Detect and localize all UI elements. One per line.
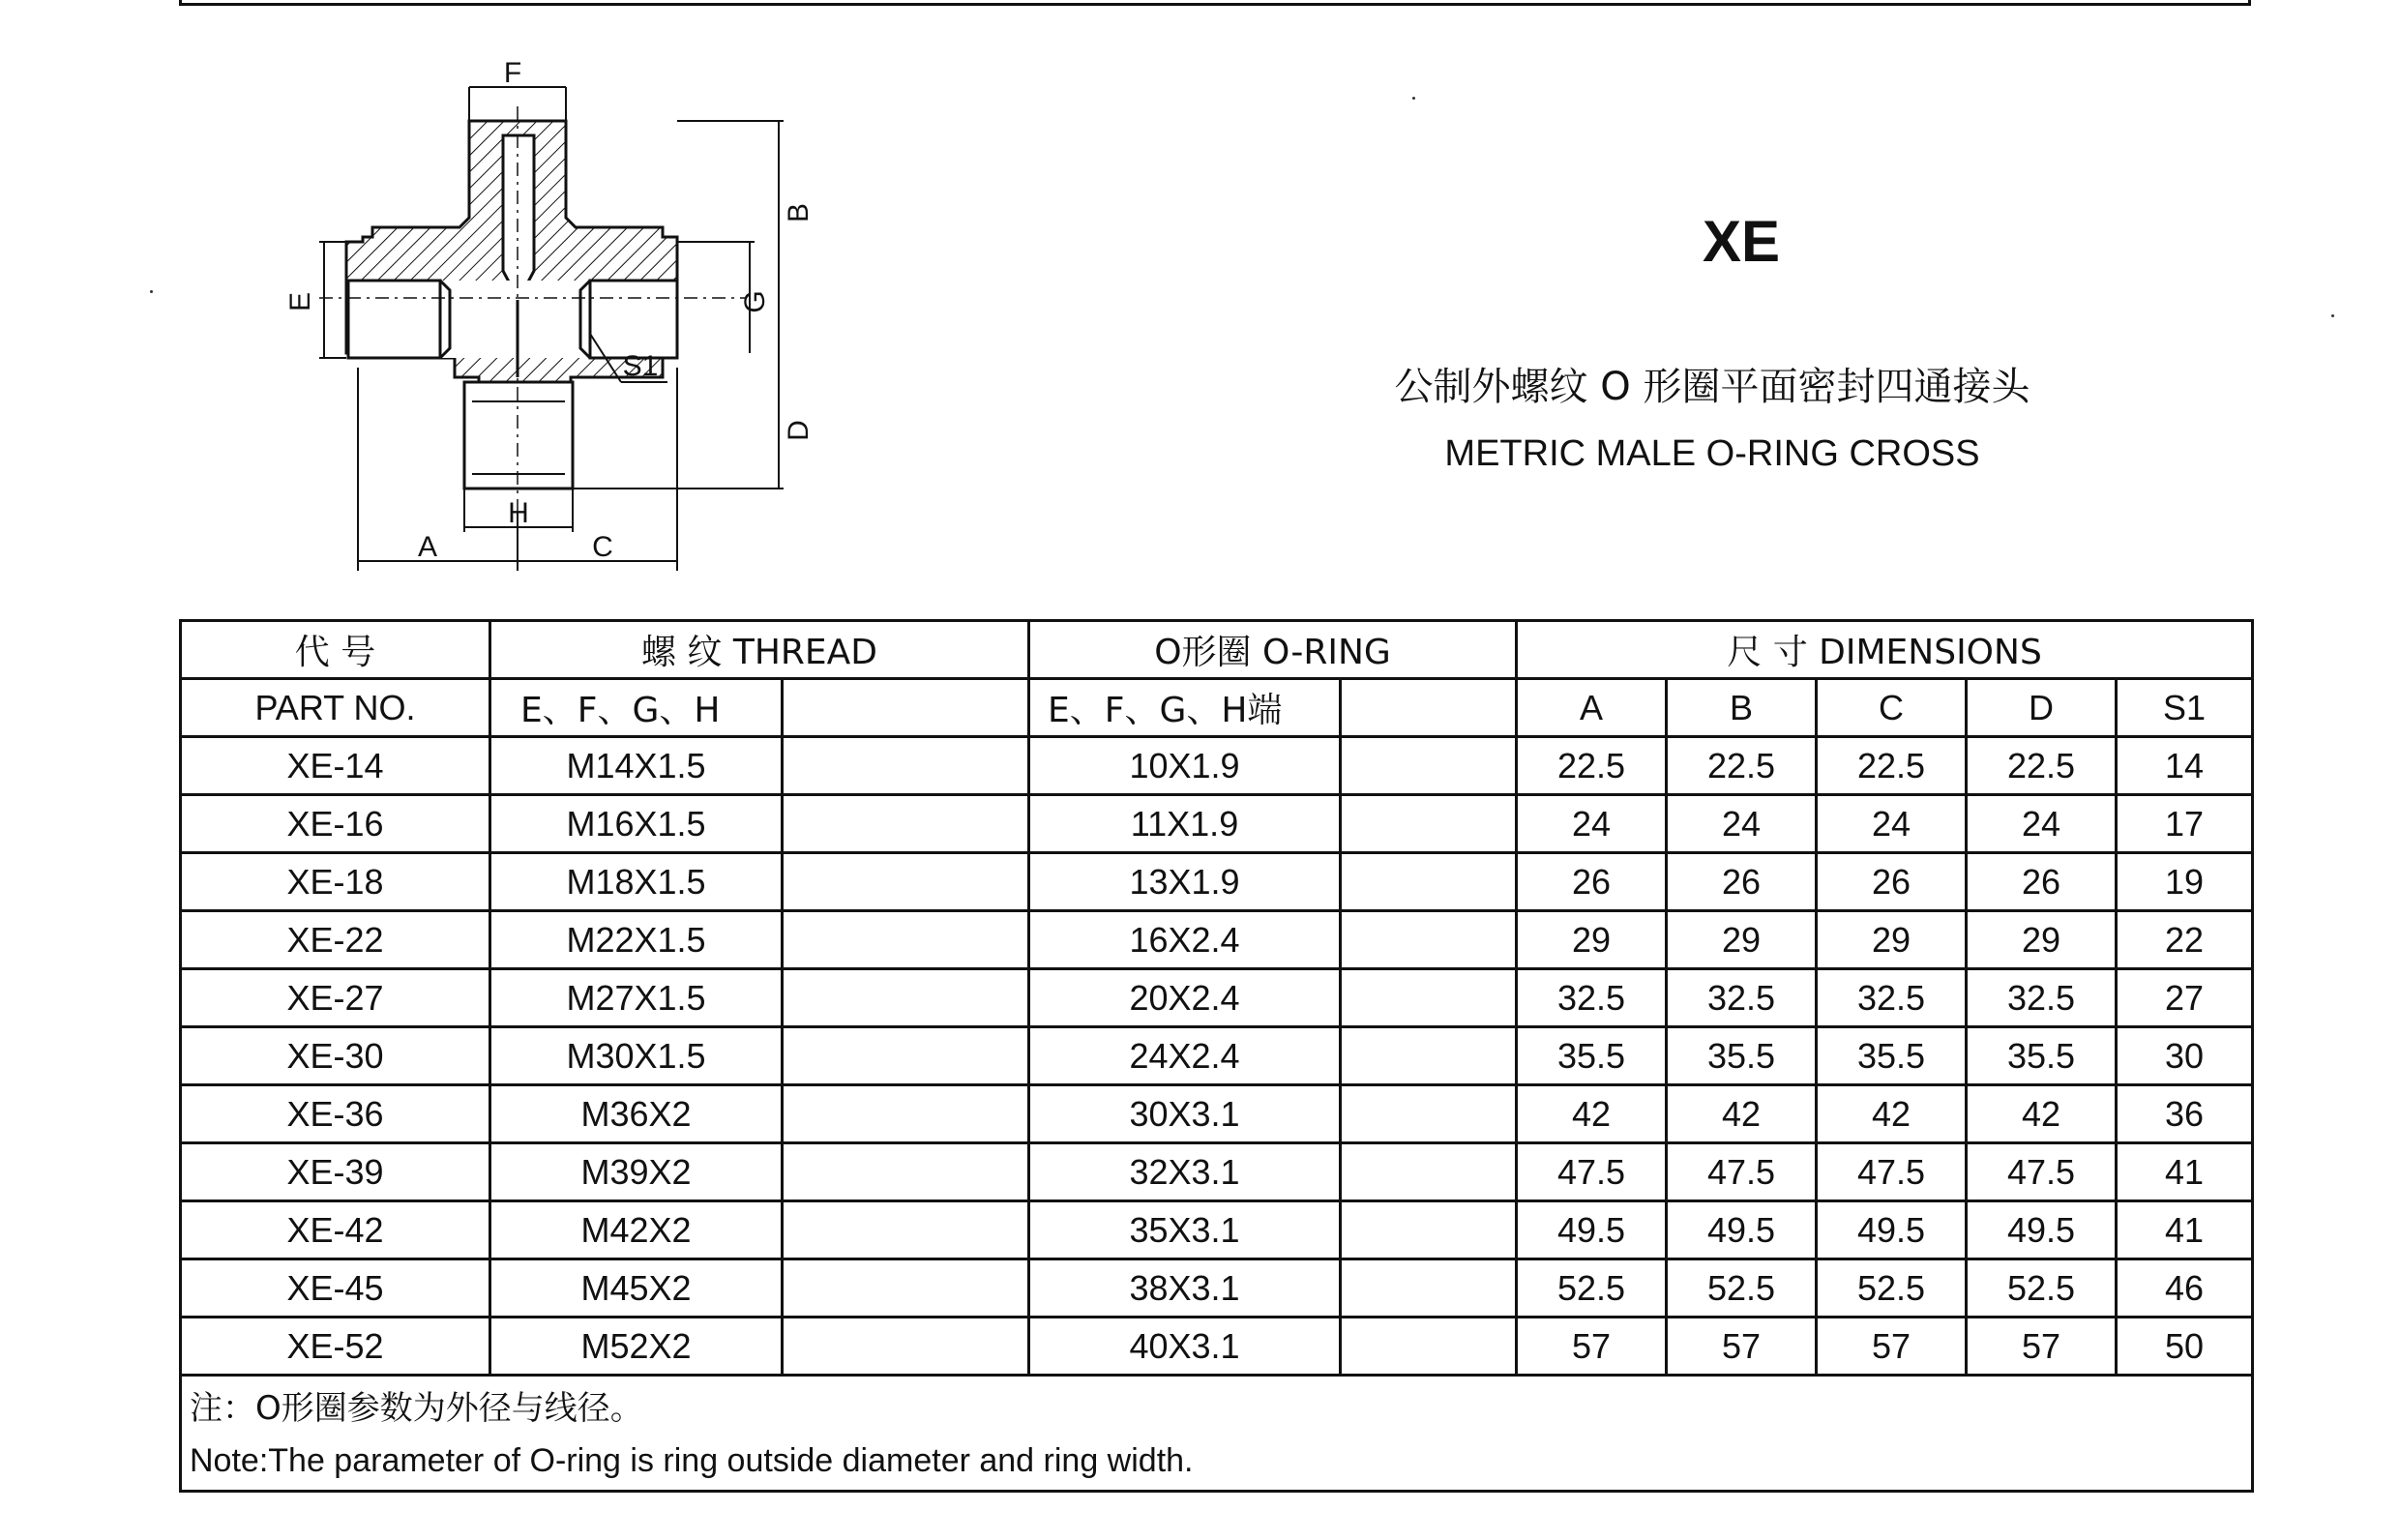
table-row (181, 1027, 2253, 1085)
dim-d-cell: 22.5 (1967, 737, 2117, 795)
note-row-en (181, 1434, 2253, 1492)
dim-c-cell: 47.5 (1817, 1143, 1967, 1201)
part-cell: XE-36 (181, 1085, 490, 1143)
oring-blank (1341, 853, 1517, 911)
s1-cell: 30 (2117, 1027, 2253, 1085)
dim-a-cell: 26 (1517, 853, 1667, 911)
dim-b-cell: 57 (1667, 1318, 1817, 1376)
s1-cell: 27 (2117, 969, 2253, 1027)
header-thread-sub: E、F、G、H (490, 679, 783, 737)
header-thread: 螺 纹 THREAD (490, 621, 1029, 679)
thread-blank (783, 1318, 1029, 1376)
part-cell: XE-42 (181, 1201, 490, 1259)
thread-cell: M42X2 (490, 1201, 783, 1259)
dim-b-cell: 26 (1667, 853, 1817, 911)
label-d: D (783, 420, 815, 441)
dim-d-cell: 26 (1967, 853, 2117, 911)
thread-blank (783, 969, 1029, 1027)
thread-blank (783, 1143, 1029, 1201)
label-c: C (592, 531, 613, 563)
label-f: F (503, 57, 522, 89)
header-row-1 (181, 621, 2253, 679)
dim-a-cell: 24 (1517, 795, 1667, 853)
oring-blank (1341, 969, 1517, 1027)
dim-b-cell: 35.5 (1667, 1027, 1817, 1085)
header-oring-sub: E、F、G、H端 (1029, 679, 1341, 737)
dim-a-cell: 42 (1517, 1085, 1667, 1143)
oring-cell: 20X2.4 (1029, 969, 1341, 1027)
thread-cell: M45X2 (490, 1259, 783, 1318)
s1-cell: 41 (2117, 1201, 2253, 1259)
part-cell: XE-30 (181, 1027, 490, 1085)
thread-blank (783, 853, 1029, 911)
thread-cell: M18X1.5 (490, 853, 783, 911)
thread-blank (783, 1027, 1029, 1085)
dim-d-cell: 49.5 (1967, 1201, 2117, 1259)
dim-b-cell: 47.5 (1667, 1143, 1817, 1201)
dim-c-cell: 29 (1817, 911, 1967, 969)
s1-cell: 46 (2117, 1259, 2253, 1318)
table-row (181, 1201, 2253, 1259)
dim-d-cell: 42 (1967, 1085, 2117, 1143)
note-english: Note:The parameter of O-ring is ring outside diameter and ring width. (181, 1434, 2253, 1492)
table-row (181, 737, 2253, 795)
header-oring: O形圈 O-RING (1029, 621, 1517, 679)
oring-blank (1341, 737, 1517, 795)
thread-cell: M39X2 (490, 1143, 783, 1201)
dim-a-cell: 47.5 (1517, 1143, 1667, 1201)
table-row (181, 911, 2253, 969)
s1-cell: 41 (2117, 1143, 2253, 1201)
part-cell: XE-22 (181, 911, 490, 969)
title-english: METRIC MALE O-RING CROSS (1444, 433, 1980, 474)
thread-blank (783, 737, 1029, 795)
header-thread-blank (783, 679, 1029, 737)
dim-b-cell: 29 (1667, 911, 1817, 969)
table-row (181, 1143, 2253, 1201)
scan-speck (2331, 314, 2334, 317)
dim-c-cell: 52.5 (1817, 1259, 1967, 1318)
dim-d-cell: 47.5 (1967, 1143, 2117, 1201)
table-row (181, 1318, 2253, 1376)
scan-speck (150, 290, 153, 293)
oring-blank (1341, 1027, 1517, 1085)
oring-cell: 24X2.4 (1029, 1027, 1341, 1085)
dim-a-cell: 32.5 (1517, 969, 1667, 1027)
label-s1: S1 (622, 350, 659, 382)
s1-cell: 14 (2117, 737, 2253, 795)
dim-c-cell: 49.5 (1817, 1201, 1967, 1259)
header-col-s1: S1 (2117, 679, 2253, 737)
thread-cell: M27X1.5 (490, 969, 783, 1027)
thread-cell: M30X1.5 (490, 1027, 783, 1085)
dim-d-cell: 32.5 (1967, 969, 2117, 1027)
s1-cell: 36 (2117, 1085, 2253, 1143)
dim-d-cell: 29 (1967, 911, 2117, 969)
part-cell: XE-52 (181, 1318, 490, 1376)
oring-cell: 16X2.4 (1029, 911, 1341, 969)
dim-b-cell: 49.5 (1667, 1201, 1817, 1259)
dim-b-cell: 32.5 (1667, 969, 1817, 1027)
dim-c-cell: 24 (1817, 795, 1967, 853)
thread-cell: M52X2 (490, 1318, 783, 1376)
thread-cell: M16X1.5 (490, 795, 783, 853)
thread-cell: M22X1.5 (490, 911, 783, 969)
table-row (181, 853, 2253, 911)
oring-blank (1341, 1201, 1517, 1259)
s1-cell: 50 (2117, 1318, 2253, 1376)
header-part-cn: 代 号 (181, 621, 490, 679)
dim-a-cell: 22.5 (1517, 737, 1667, 795)
oring-cell: 10X1.9 (1029, 737, 1341, 795)
dim-b-cell: 52.5 (1667, 1259, 1817, 1318)
oring-cell: 11X1.9 (1029, 795, 1341, 853)
dim-d-cell: 35.5 (1967, 1027, 2117, 1085)
part-cell: XE-18 (181, 853, 490, 911)
oring-cell: 35X3.1 (1029, 1201, 1341, 1259)
table-row (181, 795, 2253, 853)
thread-cell: M36X2 (490, 1085, 783, 1143)
dim-c-cell: 35.5 (1817, 1027, 1967, 1085)
oring-blank (1341, 1143, 1517, 1201)
part-cell: XE-16 (181, 795, 490, 853)
dim-a-cell: 35.5 (1517, 1027, 1667, 1085)
dim-a-cell: 49.5 (1517, 1201, 1667, 1259)
label-h: H (508, 497, 529, 529)
part-cell: XE-45 (181, 1259, 490, 1318)
scan-speck (1412, 97, 1415, 100)
header-part-en: PART NO. (181, 679, 490, 737)
product-code: XE (1702, 209, 1781, 274)
dim-b-cell: 42 (1667, 1085, 1817, 1143)
s1-cell: 19 (2117, 853, 2253, 911)
dim-d-cell: 24 (1967, 795, 2117, 853)
oring-cell: 30X3.1 (1029, 1085, 1341, 1143)
oring-blank (1341, 1259, 1517, 1318)
dim-c-cell: 26 (1817, 853, 1967, 911)
oring-blank (1341, 911, 1517, 969)
label-a: A (417, 531, 438, 563)
header-col-d: D (1967, 679, 2117, 737)
dim-c-cell: 57 (1817, 1318, 1967, 1376)
dim-c-cell: 32.5 (1817, 969, 1967, 1027)
dim-a-cell: 52.5 (1517, 1259, 1667, 1318)
dim-a-cell: 29 (1517, 911, 1667, 969)
thread-blank (783, 1085, 1029, 1143)
table-row (181, 969, 2253, 1027)
table-row (181, 1259, 2253, 1318)
header-dimensions: 尺 寸 DIMENSIONS (1517, 621, 2253, 679)
part-cell: XE-14 (181, 737, 490, 795)
part-cell: XE-27 (181, 969, 490, 1027)
note-chinese: 注：O形圈参数为外径与线径。 (181, 1376, 2253, 1434)
header-col-b: B (1667, 679, 1817, 737)
cross-fitting-drawing (281, 48, 861, 590)
oring-cell: 32X3.1 (1029, 1143, 1341, 1201)
oring-cell: 38X3.1 (1029, 1259, 1341, 1318)
part-cell: XE-39 (181, 1143, 490, 1201)
note-row-cn (181, 1376, 2253, 1434)
oring-cell: 40X3.1 (1029, 1318, 1341, 1376)
table-row (181, 1085, 2253, 1143)
label-b: B (783, 202, 815, 223)
thread-blank (783, 1201, 1029, 1259)
dim-a-cell: 57 (1517, 1318, 1667, 1376)
dimensions-table (179, 619, 2254, 1493)
s1-cell: 22 (2117, 911, 2253, 969)
oring-blank (1341, 1085, 1517, 1143)
title-chinese: 公制外螺纹 O 形圈平面密封四通接头 (1394, 365, 2030, 409)
oring-blank (1341, 1318, 1517, 1376)
thread-cell: M14X1.5 (490, 737, 783, 795)
top-border (179, 0, 2251, 6)
dim-c-cell: 22.5 (1817, 737, 1967, 795)
dim-c-cell: 42 (1817, 1085, 1967, 1143)
thread-blank (783, 1259, 1029, 1318)
s1-cell: 17 (2117, 795, 2253, 853)
header-row-2 (181, 679, 2253, 737)
oring-cell: 13X1.9 (1029, 853, 1341, 911)
dim-d-cell: 52.5 (1967, 1259, 2117, 1318)
header-col-c: C (1817, 679, 1967, 737)
dim-b-cell: 24 (1667, 795, 1817, 853)
header-col-a: A (1517, 679, 1667, 737)
header-oring-blank (1341, 679, 1517, 737)
thread-blank (783, 795, 1029, 853)
label-g: G (739, 290, 771, 313)
oring-blank (1341, 795, 1517, 853)
dim-b-cell: 22.5 (1667, 737, 1817, 795)
thread-blank (783, 911, 1029, 969)
dim-d-cell: 57 (1967, 1318, 2117, 1376)
label-e: E (284, 291, 316, 312)
